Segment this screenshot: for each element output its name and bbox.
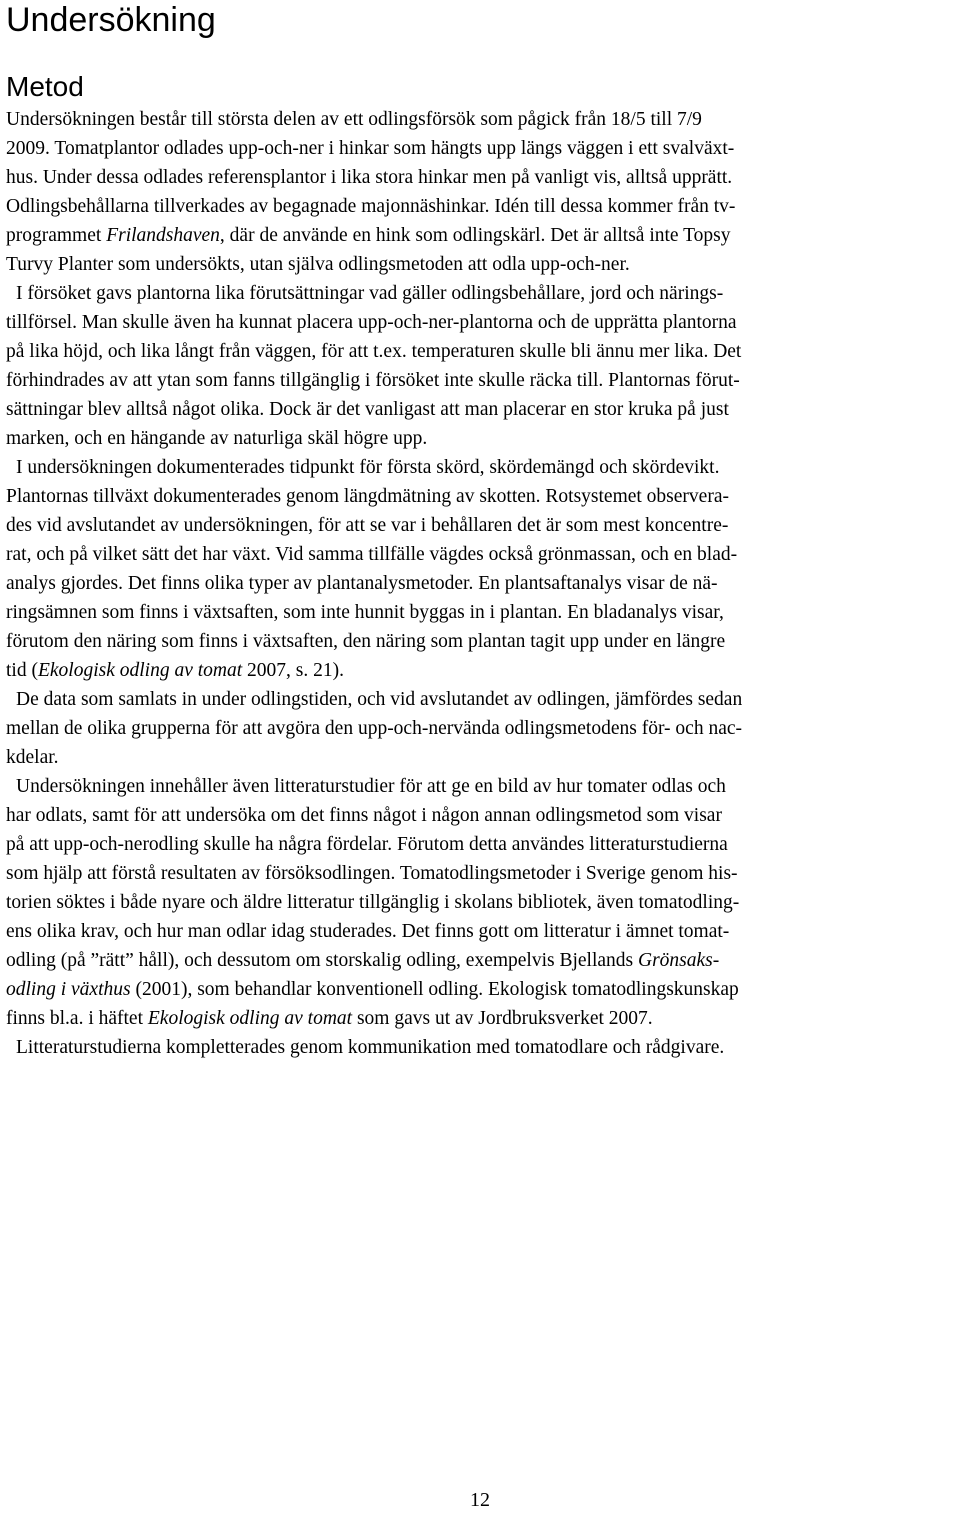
text-line: Turvy Planter som undersökts, utan själva odlingsmetoden att odla upp-och-ner. bbox=[6, 254, 630, 275]
text-line: torien söktes i både nyare och äldre litteratur tillgänglig i skolans bibliotek, även tomatodling- bbox=[6, 892, 740, 913]
text-line: på att upp-och-nerodling skulle ha några fördelar. Förutom detta användes litteraturstudierna bbox=[6, 834, 728, 855]
text-line: på lika höjd, och lika långt från väggen, för att t.ex. temperaturen skulle bli ännu mer lika. Det bbox=[6, 341, 742, 362]
text-line: odling i växthus (2001), som behandlar konventionell odling. Ekologisk tomatodlingskunskap bbox=[6, 979, 739, 1000]
text-line: ringsämnen som finns i växtsaften, som inte hunnit byggas in i plantan. En bladanalys visar, bbox=[6, 602, 724, 623]
text-line: analys gjordes. Det finns olika typer av plantanalysmetoder. En plantsaftanalys visar de nä- bbox=[6, 573, 718, 594]
text-line: sättningar blev alltså något olika. Dock är det vanligast att man placerar en stor kruka på just bbox=[6, 399, 729, 420]
text-line: des vid avslutandet av undersökningen, för att se var i behållaren det är som mest koncentre- bbox=[6, 515, 729, 536]
text-line: Litteraturstudierna kompletterades genom kommunikation med tomatodlare och rådgivare. bbox=[16, 1037, 725, 1058]
page-number: 12 bbox=[470, 1489, 490, 1511]
text-line: De data som samlats in under odlingstiden, och vid avslutandet av odlingen, jämfördes sedan bbox=[16, 689, 743, 710]
section-heading: Metod bbox=[6, 71, 84, 102]
text-line: tid (Ekologisk odling av tomat 2007, s. 21). bbox=[6, 660, 344, 681]
text-line: Undersökningen består till största delen av ett odlingsförsök som pågick från 18/5 till 7/9 bbox=[6, 109, 702, 130]
text-line: tillförsel. Man skulle även ha kunnat placera upp-och-ner-plantorna och de upprätta plantorna bbox=[6, 312, 737, 333]
text-line: mellan de olika grupperna för att avgöra den upp-och-nervända odlingsmetodens för- och nac- bbox=[6, 718, 743, 739]
text-line: ens olika krav, och hur man odlar idag studerades. Det finns gott om litteratur i ämnet tomat- bbox=[6, 921, 730, 942]
text-line: odling (på ”rätt” håll), och dessutom om storskalig odling, exempelvis Bjellands Grönsaks- bbox=[6, 950, 720, 971]
text-line: programmet Frilandshaven, där de använde en hink som odlingskärl. Det är alltså inte Topsy bbox=[6, 225, 731, 246]
text-line: Undersökningen innehåller även litteraturstudier för att ge en bild av hur tomater odlas och bbox=[16, 776, 726, 797]
text-line: marken, och en hängande av naturliga skäl högre upp. bbox=[6, 428, 428, 449]
body-text bbox=[6, 105, 956, 1062]
text-line: rat, och på vilket sätt det har växt. Vid samma tillfälle vägdes också grönmassan, och en blad- bbox=[6, 544, 738, 565]
text-line: kdelar. bbox=[6, 747, 59, 768]
text-line: 2009. Tomatplantor odlades upp-och-ner i hinkar som hängts upp längs väggen i ett svalväxt- bbox=[6, 138, 735, 159]
text-line: Plantornas tillväxt dokumenterades genom längdmätning av skotten. Rotsystemet observera- bbox=[6, 486, 729, 507]
text-line: förhindrades av att ytan som fanns tillgänglig i försöket inte skulle räcka till. Plantornas förut- bbox=[6, 370, 740, 391]
text-line: som hjälp att förstå resultaten av försöksodlingen. Tomatodlingsmetoder i Sverige genom his- bbox=[6, 863, 738, 884]
text-line: har odlats, samt för att undersöka om det finns något i någon annan odlingsmetod som visar bbox=[6, 805, 722, 826]
text-line: förutom den näring som finns i växtsaften, den näring som plantan tagit upp under en längre bbox=[6, 631, 726, 652]
text-line: hus. Under dessa odlades referensplantor i lika stora hinkar men på vanligt vis, alltså upprätt. bbox=[6, 167, 733, 188]
text-line: I försöket gavs plantorna lika förutsättningar vad gäller odlingsbehållare, jord och närings- bbox=[16, 283, 724, 304]
page-title: Undersökning bbox=[6, 1, 216, 39]
text-line: I undersökningen dokumenterades tidpunkt för första skörd, skördemängd och skördevikt. bbox=[16, 457, 720, 478]
text-line: finns bl.a. i häftet Ekologisk odling av tomat som gavs ut av Jordbruksverket 2007. bbox=[6, 1008, 653, 1029]
text-line: Odlingsbehållarna tillverkades av begagnade majonnäshinkar. Idén till dessa kommer från tv- bbox=[6, 196, 736, 217]
